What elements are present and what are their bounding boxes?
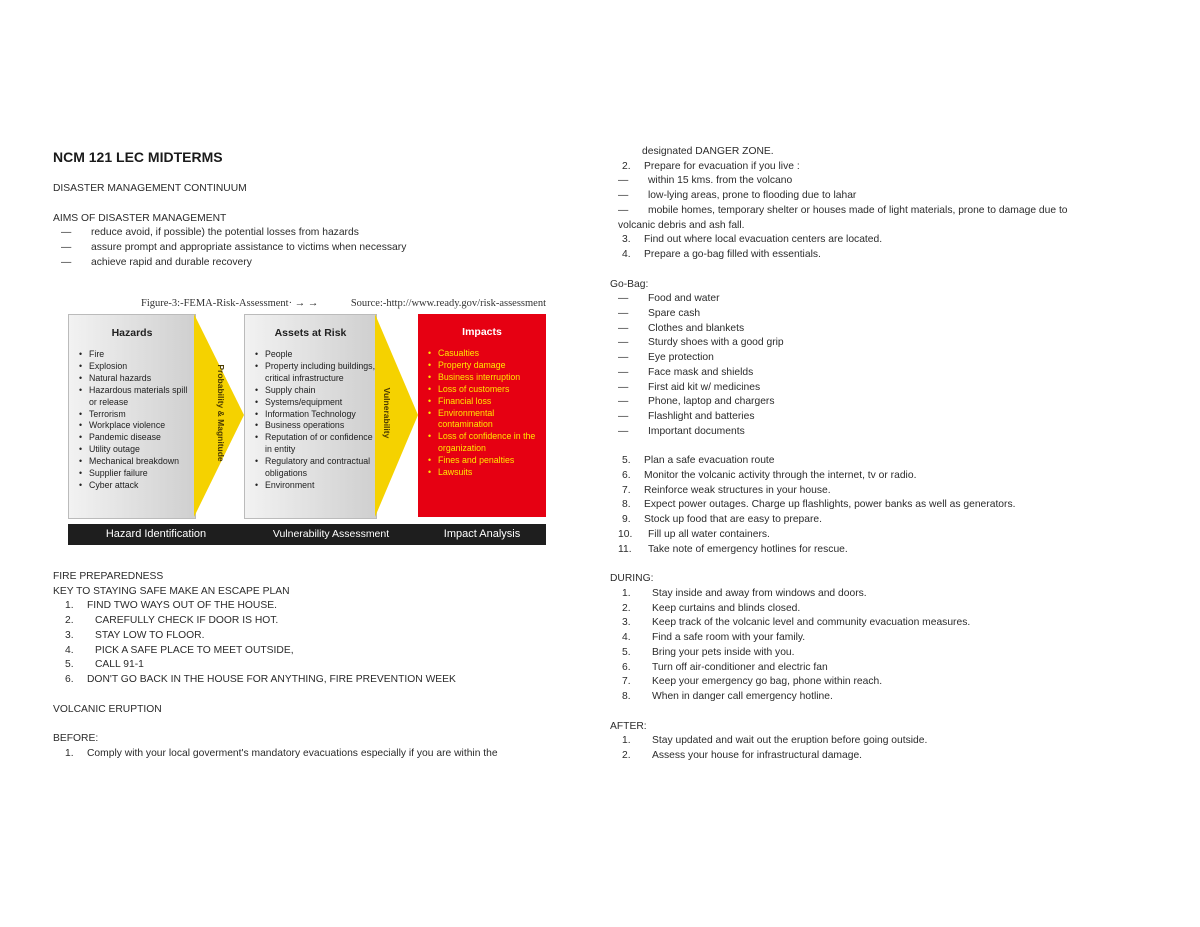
fire-item: 6. DON'T GO BACK IN THE HOUSE FOR ANYTHING, FIRE PREVENTION WEEK: [65, 673, 456, 685]
footer-hazard-identification: Hazard Identification: [68, 524, 244, 545]
aims-heading: AIMS OF DISASTER MANAGEMENT: [53, 212, 227, 224]
asset-item: • Systems/equipment: [255, 397, 376, 409]
asset-item: • Supply chain: [255, 385, 376, 397]
fire-item: 4. PICK A SAFE PLACE TO MEET OUTSIDE,: [65, 644, 294, 656]
before-item: 8. Expect power outages. Charge up flashlights, power banks as well as generators.: [622, 499, 1016, 511]
right-column: [610, 145, 1170, 764]
live-item-continuation: volcanic debris and ash fall.: [618, 219, 745, 231]
impact-item: • Property damage: [428, 360, 546, 372]
gobag-item: — First aid kit w/ medicines: [618, 381, 761, 393]
gobag-item: — Sturdy shoes with a good grip: [618, 337, 784, 349]
gobag-item: — Eye protection: [618, 352, 714, 364]
before-item: 2. Prepare for evacuation if you live :: [622, 160, 800, 172]
hazard-item: • Supplier failure: [79, 468, 195, 480]
during-item: 7. Keep your emergency go bag, phone within reach.: [622, 676, 883, 688]
gobag-item: — Food and water: [618, 293, 720, 305]
impact-item: • Lawsuits: [428, 467, 546, 479]
gobag-item: — Flashlight and batteries: [618, 410, 755, 422]
hazard-item: • Explosion: [79, 361, 195, 373]
before-item: 11. Take note of emergency hotlines for rescue.: [618, 543, 848, 555]
after-heading: AFTER:: [610, 720, 647, 732]
live-item: — low-lying areas, prone to flooding due to lahar: [618, 190, 857, 202]
live-item: — mobile homes, temporary shelter or houses made of light materials, prone to damage due to: [618, 204, 1068, 216]
vulnerability-label: Vulnerability: [382, 387, 392, 439]
hazard-item: • Cyber attack: [79, 480, 195, 492]
during-item: 8. When in danger call emergency hotline.: [622, 690, 833, 702]
impact-item: • Business interruption: [428, 372, 546, 384]
fire-item: 5. CALL 91-1: [65, 659, 144, 671]
gobag-item: — Spare cash: [618, 308, 701, 320]
left-column: [53, 148, 553, 271]
figure-source: Source:-http://www.ready.gov/risk-assessment: [350, 298, 546, 309]
fire-key: KEY TO STAYING SAFE MAKE AN ESCAPE PLAN: [53, 585, 290, 597]
hazard-item: • Mechanical breakdown: [79, 456, 195, 468]
before-item: 5. Plan a safe evacuation route: [622, 455, 775, 467]
fire-item: 1. FIND TWO WAYS OUT OF THE HOUSE.: [65, 600, 277, 612]
after-item: 2. Assess your house for infrastructural damage.: [622, 750, 863, 762]
hazard-item: • Workplace violence: [79, 420, 195, 432]
fema-risk-figure: [68, 298, 546, 548]
assets-title: Assets at Risk: [274, 327, 347, 339]
figure-caption: Figure-3:-FEMA-Risk-Assessment· → → Source:-http://www.ready.gov/risk-assessment: [141, 298, 546, 309]
during-item: 1. Stay inside and away from windows and doors.: [622, 587, 867, 599]
before-item: 1. Comply with your local goverment's mandatory evacuations especially if you are within the: [65, 748, 498, 760]
after-item: 1. Stay updated and wait out the eruption before going outside.: [622, 735, 928, 747]
left-lower: [53, 570, 573, 762]
hazard-item: • Fire: [79, 349, 195, 361]
assets-panel: [244, 314, 377, 519]
footer-impact-analysis: Impact Analysis: [418, 524, 546, 545]
before-item-continuation: designated DANGER ZONE.: [642, 146, 774, 157]
volcanic-heading: VOLCANIC ERUPTION: [53, 703, 162, 715]
asset-item: • Information Technology: [255, 409, 376, 421]
aims-item: — achieve rapid and durable recovery: [61, 256, 252, 268]
before-item: 6. Monitor the volcanic activity through the internet, tv or radio.: [622, 470, 917, 482]
gobag-item: — Phone, laptop and chargers: [618, 396, 775, 408]
before-heading: BEFORE:: [53, 733, 99, 745]
during-item: 3. Keep track of the volcanic level and community evacuation measures.: [622, 617, 971, 629]
during-item: 5. Bring your pets inside with you.: [622, 646, 795, 658]
asset-item: • Property including buildings, critical infrastructure: [255, 361, 376, 385]
impacts-title: Impacts: [462, 326, 502, 338]
probability-label: Probability & Magnitude: [216, 364, 226, 462]
asset-item: • Environment: [255, 480, 376, 492]
gobag-item: — Important documents: [618, 425, 745, 437]
aims-item: — assure prompt and appropriate assistance to victims when necessary: [61, 242, 407, 254]
impact-item: • Financial loss: [428, 396, 546, 408]
hazards-title: Hazards: [111, 327, 153, 339]
before-item: 7. Reinforce weak structures in your house.: [622, 484, 831, 496]
before-item: 9. Stock up food that are easy to prepare.: [622, 514, 823, 526]
impact-item: • Environmental contamination: [428, 408, 546, 432]
live-item: — within 15 kms. from the volcano: [618, 175, 793, 187]
asset-item: • Reputation of or confidence in entity: [255, 432, 376, 456]
impact-item: • Casualties: [428, 348, 546, 360]
aims-item: — reduce avoid, if possible) the potential losses from hazards: [61, 227, 359, 239]
impact-item: • Fines and penalties: [428, 455, 546, 467]
hazards-panel: [68, 314, 196, 519]
fire-item: 3. STAY LOW TO FLOOR.: [65, 629, 205, 641]
gobag-heading: Go-Bag:: [610, 278, 649, 290]
impact-item: • Loss of customers: [428, 384, 546, 396]
hazard-item: • Natural hazards: [79, 373, 195, 385]
hazard-item: • Hazardous materials spill or release: [79, 385, 195, 409]
asset-item: • Business operations: [255, 420, 376, 432]
hazard-item: • Pandemic disease: [79, 432, 195, 444]
impact-item: • Loss of confidence in the organization: [428, 431, 546, 455]
footer-vulnerability-assessment: Vulnerability Assessment: [244, 524, 418, 545]
before-item: 4. Prepare a go-bag filled with essentials.: [622, 248, 821, 260]
continuum-heading: DISASTER MANAGEMENT CONTINUUM: [53, 183, 247, 194]
gobag-item: — Clothes and blankets: [618, 322, 745, 334]
impacts-panel: [418, 314, 546, 517]
hazard-item: • Terrorism: [79, 409, 195, 421]
during-heading: DURING:: [610, 573, 654, 585]
during-item: 6. Turn off air-conditioner and electric fan: [622, 661, 828, 673]
fire-item: 2. CAREFULLY CHECK IF DOOR IS HOT.: [65, 615, 279, 627]
during-item: 4. Find a safe room with your family.: [622, 632, 806, 644]
before-item: 3. Find out where local evacuation centers are located.: [622, 234, 883, 246]
asset-item: • People: [255, 349, 376, 361]
hazard-item: • Utility outage: [79, 444, 195, 456]
fire-heading: FIRE PREPAREDNESS: [53, 571, 164, 582]
asset-item: • Regulatory and contractual obligations: [255, 456, 376, 480]
before-item: 10. Fill up all water containers.: [618, 528, 770, 540]
during-item: 2. Keep curtains and blinds closed.: [622, 602, 801, 614]
gobag-item: — Face mask and shields: [618, 366, 754, 378]
page-title: NCM 121 LEC MIDTERMS: [53, 149, 223, 165]
